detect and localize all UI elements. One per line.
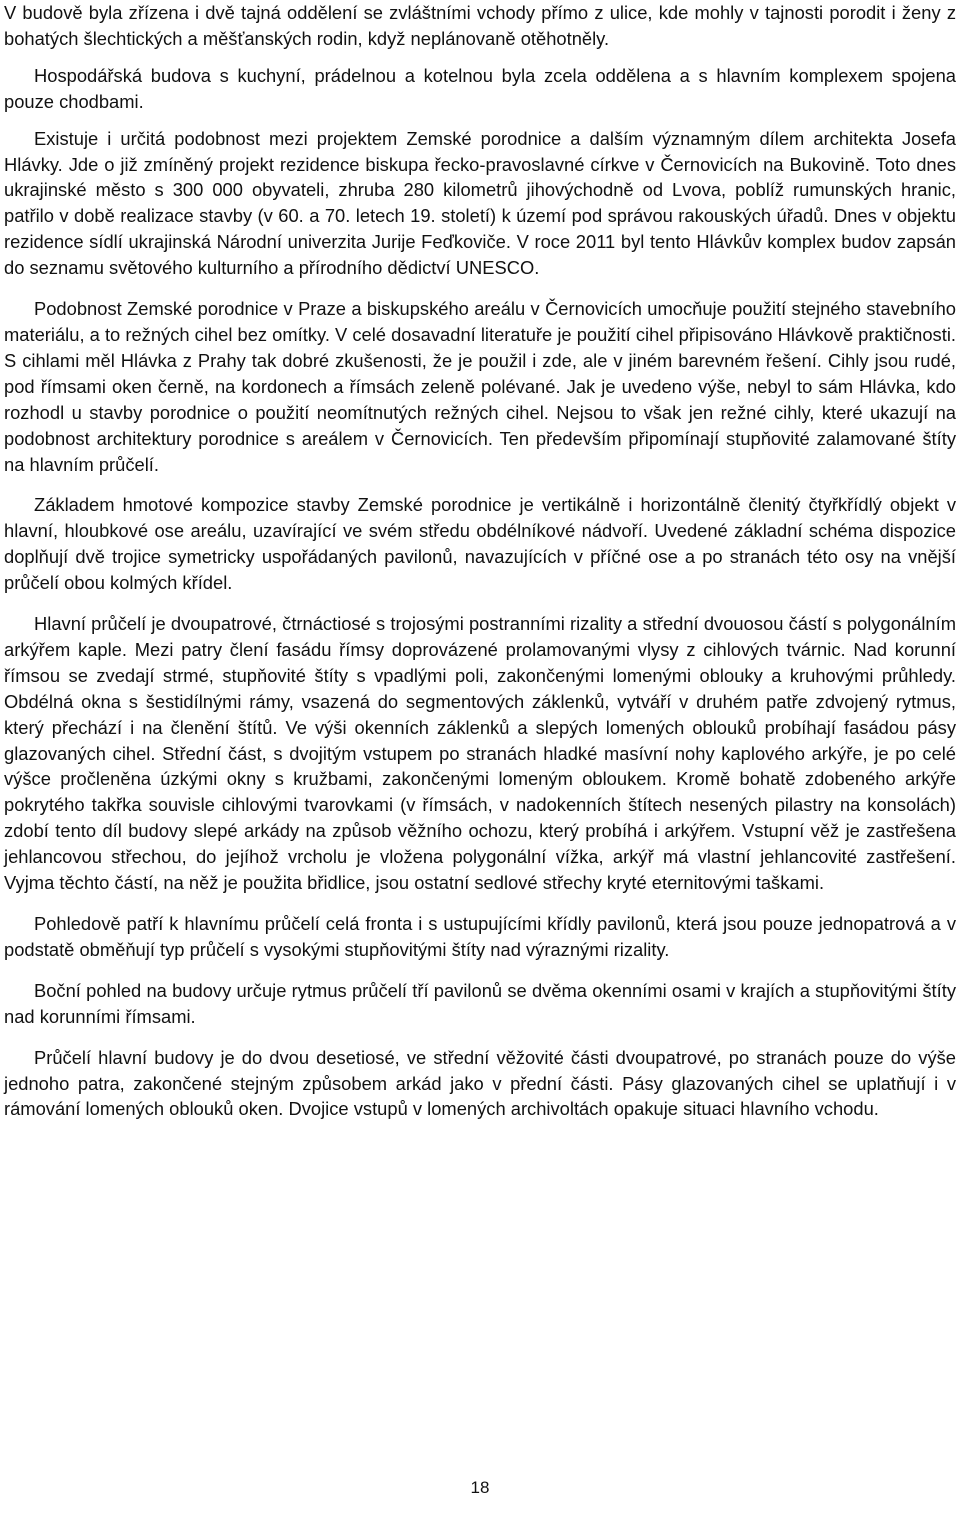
- paragraph-9: Průčelí hlavní budovy je do dvou desetiosé, ve střední věžovité části dvoupatrové, po stranách pouze do výše jednoho patra, zakončené stejným způsobem arkád jako v přední části. Pásy glazovaných cihel se uplatňují i v rámování lomených oblouků oken. Dvojice vstupů v lomených archivoltách opakuje situaci hlavního vchodu.: [4, 1046, 956, 1120]
- paragraph-7: Pohledově patří k hlavnímu průčelí celá fronta i s ustupujícími křídly pavilonů, která jsou pouze jednopatrová a v podstatě obměňují typ průčelí s vysokými stupňovitými štíty nad výraznými rizality.: [4, 913, 956, 960]
- paragraph-4: Podobnost Zemské porodnice v Praze a biskupského areálu v Černovicích umocňuje použití stejného stavebního materiálu, a to režných cihel bez omítky. V celé dosavadní literatuře je použití cihel připisováno Hlávkově praktičnosti. S cihlami měl Hlávka z Prahy tak dobré zkušenosti, že je použil i zde, ale v jiném barevném řešení. Cihly jsou rudé, pod římsami oken černě, na kordonech a římsách zeleně polévané. Jak je uvedeno výše, nebyl to sám Hlávka, kdo rozhodl u stavby porodnice o použití neomítnutých režných cihel. Nejsou to však jen režné cihly, které ukazují na podobnost architektury porodnice s areálem v Černovicích. Ten především připomínají stupňovité zalamované štíty na hlavním průčelí.: [4, 298, 956, 475]
- paragraph-5: Základem hmotové kompozice stavby Zemské porodnice je vertikálně i horizontálně členitý čtyřkřídlý objekt v hlavní, hloubkové ose areálu, uzavírající ve svém středu obdélníkové nádvoří. Uvedené základní schéma dispozice doplňují dvě trojice symetricky uspořádaných pavilonů, navazujících v příčné ose a po stranách této osy na vnější průčelí obou kolmých křídel.: [4, 494, 956, 594]
- document-body: [4, 0, 956, 1122]
- paragraph-3: Existuje i určitá podobnost mezi projektem Zemské porodnice a dalším významným dílem architekta Josefa Hlávky. Jde o již zmíněný projekt rezidence biskupa řecko-pravoslavné církve v Černovicích na Bukovině. Toto dnes ukrajinské město s 300 000 obyvateli, zhruba 280 kilometrů jihovýchodně od Lvova, poblíž rumunských hranic, patřilo v době realizace stavby (v 60. a 70. letech 19. století) k území pod správou rakouských úřadů. Dnes v objektu rezidence sídlí ukrajinská Národní univerzita Jurije Feďkoviče. V roce 2011 byl tento Hlávkův komplex budov zapsán do seznamu světového kulturního a přírodního dědictví UNESCO.: [4, 127, 956, 279]
- paragraph-1: V budově byla zřízena i dvě tajná oddělení se zvláštními vchody přímo z ulice, kde mohly v tajnosti porodit i ženy z bohatých šlechtických a měšťanských rodin, když neplánovaně otěhotněly.: [4, 2, 956, 49]
- page-number: 18: [470, 1478, 490, 1497]
- paragraph-6: Hlavní průčelí je dvoupatrové, čtrnáctiosé s trojosými postranními rizality a střední dvouosou částí s polygonálním arkýřem kaple. Mezi patry člení fasádu římsy doprovázené prolamovanými vlysy z cihlových tvárnic. Nad korunní římsou se zvedají strmé, stupňovité štíty s vpadlými poli, zakončenými lomenými oblouky a kruhovými průhledy. Obdélná okna s šestidílnými rámy, vsazená do segmentových záklenků, vytváří v druhém patře zdvojený rytmus, který přechází i na členění štítů. Ve výši okenních záklenků a slepých lomených oblouků probíhají fasádou pásy glazovaných cihel. Střední část, s dvojitým vstupem po stranách hladké masívní nohy kaplového arkýře, je po celé výšce pročleněna úzkými okny s kružbami, zakončenými lomeným obloukem. Kromě bohatě zdobeného arkýře pokrytého takřka souvisle cihlovými tvarovkami (v římsách, v nadokenních štítech nesených pilastry na konsolách) zdobí tento díl budovy slepé arkády na způsob věžního ochozu, který probíhá i arkýřem. Vstupní věž je zastřešena jehlancovou střechou, do jejíhož vrcholu je vložena polygonální vížka, arkýř má vlastní jehlancovité zastřešení. Vyjma těchto částí, na něž je použita břidlice, jsou ostatní sedlové střechy kryté eternitovými taškami.: [4, 613, 956, 894]
- paragraph-2: Hospodářská budova s kuchyní, prádelnou a kotelnou byla zcela oddělena a s hlavním komplexem spojena pouze chodbami.: [4, 64, 956, 112]
- paragraph-8: Boční pohled na budovy určuje rytmus průčelí tří pavilonů se dvěma okenními osami v krajích a stupňovitými štíty nad korunními římsami.: [4, 979, 956, 1027]
